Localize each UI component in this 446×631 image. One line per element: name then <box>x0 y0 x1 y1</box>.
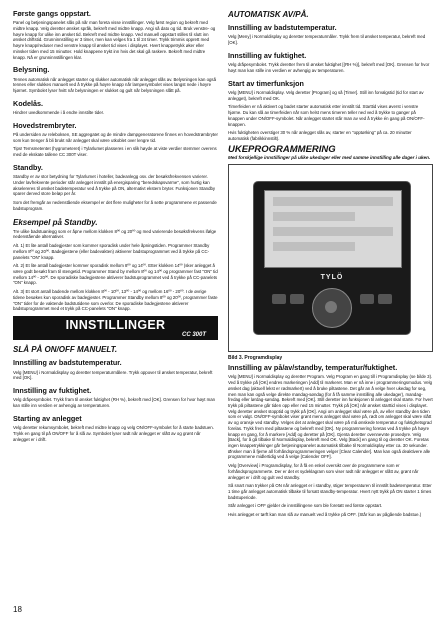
paragraph-alt2: Alt. 2) Et lite antall badegjester kommer sporadisk mellom 8ºº og 14ºº. Etter klokken 14ºº (sker anlegget å være godt besøkt fram til stengetid. Programmer Stand by mellom 8ºº og 14ºº og programmer fast "ON" tid mellom 14ºº - 20ºº. De sporadiske badegjestene aktiverer badstuprogrammet ved å trykke på CC-panelets "ON" knapp. <box>13 263 218 286</box>
paragraph: Velg [MENU] i Normaldisplay og deretter Program. Velg Program en gang till i Programdisplay (se bilde 3). Ved å trykke på [OK] endres markeringen [Add] til markeret. Man er nå inne i programmeringsmodus. Velg ønsket dag (aktuell lekst er rødmarkert) ved å bruke piltastene. Det går an å velge hver ukedag for seg, men man kan også velge direkte mandag-søndag (for å få samme innstilling alle ukedager), mandag-fredag eller lørdag-søndag. Bekreft med [OK]. Still deretter inn funksjonen til anlegget skal starte. For hvert trykk på piltastene går tiden opp eller ned 15 minutter. Trykk på [OK] når ønsket starttid vises i displayet. Velg deretter ønsket stopptid og trykk på [OK]. Angi om anlegget skal være på, av eller standby den tiden som er valgt. ON/OFF-symbolet viser grønt mens anlegget skal være på, rødt om anlegget skal være slått av og oransje ved standby. Velges det at anlegget skal være på må ønskede temperatur og fuktighetsgrad forelas. Trykk frem med piltastene og bekreft med [OK]. Ny programmering foretas ved å trykke på høyre knapp en gang, for å markere [Add] og deretter på [OK]. Gjenta deretter ovennevnte prosedyre. Velg [Back], for å gå tilbake til Normaldisplay, bekreft med OK. Velg [Back] en gang til og deretter OK. Foretas ingen knappetrykkinger går betjeningspanelet automatisk tilbake til Normaldisplay etter ca. 30 sekunder. Ønsker man å fjerne all forhåndsprogrammeringen velger [Clear Calender]. Man kan også deaktivere alle programmene midlertidig ved å velge [Calender OFF]. <box>228 374 433 460</box>
paragraph: Standby er av stor betydning for Tylarlumet i hoteller, badeanlegg osv. der besøksfrekvensen varierer. Under lavfrekvente perioder står anlegget innstilt på energisparing "beredskapsvarme", som hurtig kan akselereres til ønsket badetemperatur ved å trykke på ON, alternativt ekstern bryter. Funksjonen Standby sparer derved store beløp per år. <box>13 174 216 197</box>
heading-automatic-on-off: AUTOMATISK AV/PÅ. <box>228 10 309 19</box>
heading-lighting: Belysning. <box>13 65 50 75</box>
heading-week-programming: UKEPROGRAMMERING <box>228 143 336 155</box>
paragraph-alt1: Alt. 1) Et lite antall badegjester som kommer sporadisk under hele åpningstiden. Programmer Standby mellom 8ºº og 20ºº. Badegjestene (eller badevakten) aktiverer badstuprogrammet ved å trykke på CC-panelets "ON" knapp. <box>13 243 210 260</box>
paragraph: Velg deretter rekumsymbolet, bekreft med midtre knapp og velg ON/OFF-symbolet for å starte badstuen. Trykk en gang til på ON/OFF for å slå av. Symbolet lyser rødt når anlegget er slått av og grønt når anlegget er i drift. <box>13 425 214 442</box>
paragraph: Velg [Overview] i Programdisplay, for å få en enkel oversikt over de programmene som er forhåndsprogrammerte. Der er det et sydeklagram som viser rødt når anlegget er slått av, grønt når anlegget er i drift og gult ved standby. <box>228 463 419 480</box>
panel-button-icon <box>272 294 286 304</box>
paragraph: Tennes automatisk når anlegget starter og slukker automatisk når anlegget slås av. Belysningen kan også tennes eller slukkes manuelt ved å trykke på høyre knapp når lampesymbolet vises langst nede i høyre hjørnet. Symbolet lyser hvitt når belysningen er slukket og gult når belysningen slått på. <box>13 76 216 94</box>
panel-knob-icon <box>312 288 352 328</box>
paragraph: Så snart man trykker på ON når anlegget er i standby, stiger temperaturen til innstilt badetemperatur. Etter 1 time går anlegget automatisk tilbake til forsatt standby-temperatur. Hvert nytt trykk på ON starter 1 times badstuperiode. <box>228 483 432 500</box>
heading-on-off-standby: Innstilling av på/av/standby, temperatur/fuktighet. <box>228 363 398 373</box>
banner-title: INNSTILLINGER <box>65 318 166 333</box>
figure-caption: Bild 3. Programdisplay <box>228 355 283 362</box>
panel-button-icon <box>360 294 374 304</box>
heading-first-startup: Første gangs oppstart. <box>13 9 91 18</box>
paragraph: Panel og betjeningspanelet slås på når man foreta visse innstillinger. Velg først region og bekreft med midtre knapp. Velg deretter ønsket språk, bekreft med midtre knapp. Angi så dato og tid. Bruk venstre- og høyre knapp for ulike inn ønsket tid. Bekreft med midtre knapp. Ved manuell oppstart stilles til slutt inn ønsket driftstid. Grunninnstilling er 3 timer, men kan velges fra 1 til 24 timer. Trykk trimmis opprett med høyre knapp/reduser med venstre knapp til ønsket tid vises i displayet. Hvert knappetrykk øker eller minsker tiden med 15 minutter. Hold knappene trykt inn hvis det skal gå raskere. Bekreft med midtre knapp. Nå er grunninnstillingen klar. <box>13 20 216 60</box>
paragraph: Som det fremgår av nedenstående eksempel er det flere muligheter for å sette programmene et passende badstuprogram. <box>13 200 217 211</box>
paragraph: Står anlegget i OFF gjelder de innstillingene som ble foretatt ved første oppstart. <box>228 503 383 509</box>
paragraph: Velg [MENU] i Normaldisplay og deretter temperaturmålere. Trykk oppover til ønsket temperatur, bekreft med [OK]. <box>13 369 213 381</box>
heading-temperature: Innstilling av badstutemperatur. <box>13 358 122 368</box>
heading-code-lock: Kodelås. <box>13 98 43 108</box>
page-number: 18 <box>13 605 22 614</box>
heading-main-switch: Hovedstrembryter. <box>13 120 77 130</box>
paragraph: På undersiden av releboksen, SE aggregatet og de mindre dampgeneratorene finnes en hovedstrømbryter som kun trenger å bli brukt når anlegget skal være utkoblet over lengre tid. <box>13 132 219 143</box>
heading-manual-on-off: SLÅ PÅ ON/OFF MANUELT. <box>13 345 118 355</box>
panel-button-icon <box>290 294 304 304</box>
banner-subtitle: CC 300T <box>181 332 206 339</box>
paragraph: Velg dråpesymbolet. Trykk deretter frem til ønsket fuktighet [(RH %)], bekreft med [OK]. Grensen for hvor høyt man kan stille inn verdien er avhengig av temperaturen. <box>228 62 430 73</box>
heading-standby: Standby. <box>13 162 43 172</box>
heading-timer-start: Start av timerfunksjon <box>228 78 304 88</box>
week-programming-subtitle: Med forskjellige innstillinger på ulike ukedager eller med samme innstilling alle dager i uken. <box>228 155 431 161</box>
tip-paragraph: Tips! Temsmetentet (hygrometeret) i Tylarlumet plasseres i en slik høyde at viste verdier stemmer overens med de ekskate tallene CC 300T viser. <box>13 146 217 158</box>
heading-humidity: Innstilling av fuktighet. <box>13 386 92 396</box>
control-panel-image <box>253 181 411 335</box>
program-display-figure <box>228 164 433 352</box>
brand-logo: TYLÖ <box>320 274 344 282</box>
right-column <box>228 10 433 521</box>
paragraph: Hindrer uvedkommende i å endre innstilte tider. <box>13 110 105 116</box>
paragraph: Hvis anlegget er tørft kan man slå av manuelt ved å trykke på OFF. (Står kun av pågående badstue.) <box>228 512 422 518</box>
paragraph: Timerfeiden er nå aktivert og badet starter automatisk etter innstilt tid. Starttid vises øverst i venstre hjørne. Du kan slå av timerfeiden når som helst mens timeren teller ned ved å trykke to ganger på knappen under ON/OFF-symbolet. Når anlegget startet står man av ved å trykke én gang på ON/OFF-knappen. <box>228 104 425 127</box>
paragraph: Tre ulike badstuanlegg som er åpne mellom klokken 8ºº og 20ºº og med varierende besøksfrekvens ifølge nedenstående alternativer. <box>13 228 217 240</box>
paragraph: Hvis fuktigheten overstiger 30 % når anlegget slås av, starter en "opptørking" på ca. 20 minutter automatisk (fabrikkinnstilt). <box>228 130 412 141</box>
heading-standby-example: Eksempel på Standby. <box>13 217 98 227</box>
left-column <box>13 10 218 445</box>
paragraph-alt3: Alt. 3) Et stort antall badende mellom klokken 8ºº - 10ºº, 13ºº - 14ºº og mellom 16ºº - 20ºº. I de øvrige tidene besøkes kun sporadisk av badegjester. Programmer Standby mellom 8ºº og 20ºº, programmer faste "ON" tider for de vaktende badstutidene som overlor. De sporadiske badegjestene aktiverer badstuprogrammet med et trykk på CC-panelets "ON" knapp. <box>13 289 218 312</box>
paragraph: Velg [MENU] i Normaldisplay. Velg deretter [Program] og så [Timer]. Still inn forvalgstid (tid for start av anlegget), bekreft med OK. <box>228 89 424 101</box>
settings-banner <box>13 316 218 340</box>
paragraph: Velg [Meny] i Normaldisplay og deretter temperaturmåler. Trykk frem til ønsket temperatur, bekreft med [OK]. <box>228 34 426 46</box>
panel-screen <box>264 190 402 268</box>
heading-temperature: Innstilling av badstutemperatur. <box>228 23 337 33</box>
heading-humidity: Innstilling av fuktighet. <box>228 50 307 60</box>
heading-starting: Starting av anlegget <box>13 413 82 423</box>
panel-button-icon <box>378 294 392 304</box>
paragraph: Velg dråpesymbolet. Trykk fram til ønsket fuktighet (RH %), bekreft med [OK]. Grensen for hvor høyt man kan stille inn verdien er avhengig av temperaturen. <box>13 397 216 409</box>
